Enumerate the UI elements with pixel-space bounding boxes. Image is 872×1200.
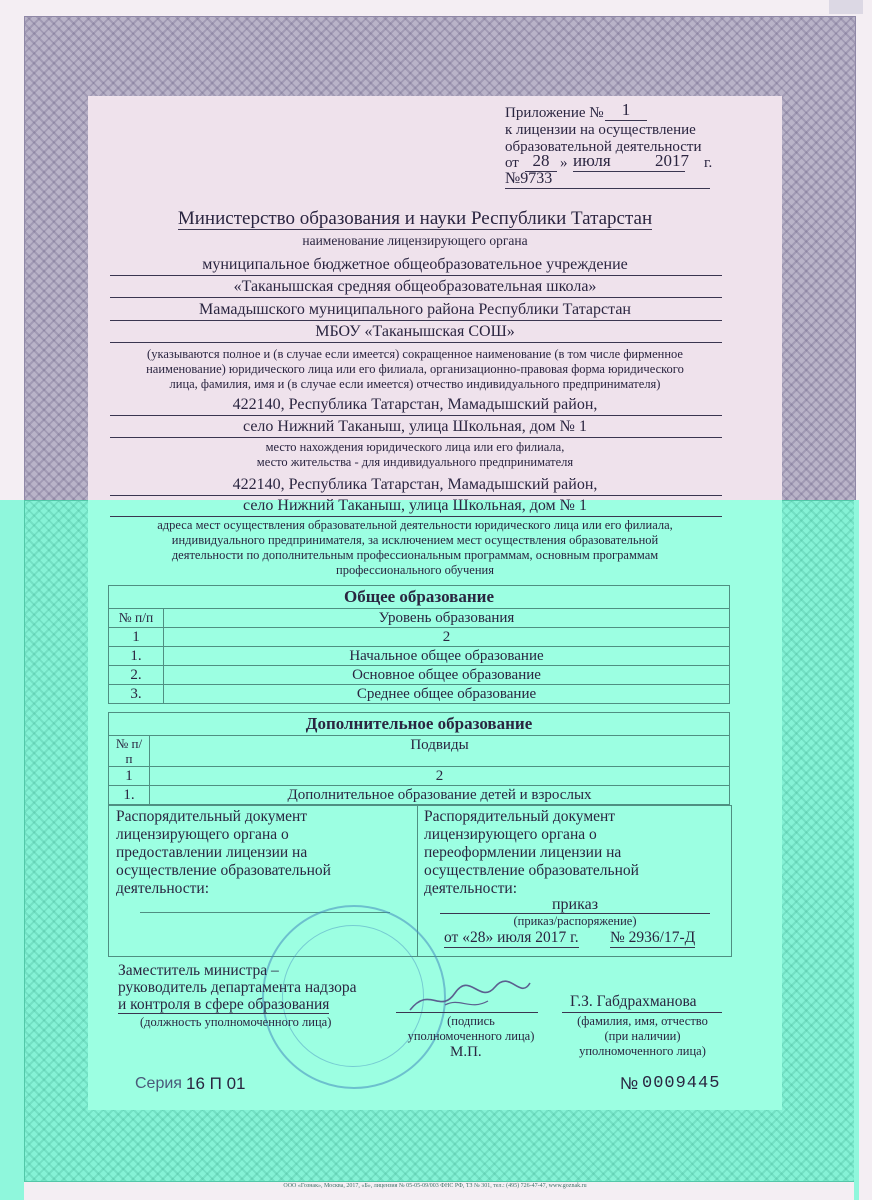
reissue-line-4: осуществление образовательной	[424, 862, 639, 879]
name-caption-1: (фамилия, имя, отчество	[577, 1014, 708, 1028]
name-caption-2: (при наличии)	[604, 1029, 681, 1043]
date-prefix: от	[505, 155, 519, 171]
grant-line-5: деятельности:	[116, 880, 210, 897]
address-line-1: 422140, Республика Татарстан, Мамадышский район,	[232, 476, 598, 493]
table-row	[109, 786, 730, 805]
row-number: 1.	[109, 647, 164, 666]
table-header-row	[109, 736, 730, 767]
general-education-title: Общее образование	[109, 586, 730, 609]
index-cell-2: 2	[164, 628, 730, 647]
location-line-1: 422140, Республика Татарстан, Мамадышский район,	[232, 396, 598, 413]
date-mid: »	[560, 155, 568, 171]
sign-caption-2: уполномоченного лица)	[407, 1029, 535, 1043]
grant-line-1: Распорядительный документ	[116, 808, 308, 825]
location-line-2: село Нижний Таканыш, улица Школьная, дом № 1	[243, 418, 587, 435]
date-year-suffix: г.	[704, 155, 713, 171]
table-title-row	[109, 713, 730, 736]
header-number: № п/п	[109, 736, 150, 767]
location-caption-1: место нахождения юридического лица или его филиала,	[265, 440, 565, 454]
scan-tint-left	[0, 500, 24, 1200]
table-row	[109, 685, 730, 704]
org-line-1: муниципальное бюджетное общеобразовательное учреждение	[202, 256, 628, 273]
sign-caption-1: (подпись	[447, 1014, 495, 1028]
location-caption-2: место жительства - для индивидуального предпринимателя	[256, 455, 574, 469]
row-number: 1.	[109, 786, 150, 805]
table-row	[109, 666, 730, 685]
org-rule-1	[110, 275, 722, 276]
date-day: 28	[525, 151, 557, 172]
signatory-name: Г.З. Габдрахманова	[570, 993, 697, 1010]
print-imprint: ООО «Гознак», Москва, 2017, «Б», лицензия № 05-05-09/003 ФНС РФ, ТЗ № 301, тел.: (495) 726-47-47, www.goznak.ru	[283, 1183, 587, 1189]
doc-date: от «28» июля 2017 г.	[444, 929, 579, 946]
reissue-document-text	[424, 808, 639, 898]
position-caption: (должность уполномоченного лица)	[140, 1015, 332, 1029]
org-caption-1: (указываются полное и (в случае если имеется) сокращенное наименование (в том числе фирменное	[147, 347, 683, 361]
row-number: 2.	[109, 666, 164, 685]
date-month: июля	[573, 151, 685, 172]
doc-number: № 2936/17-Д	[610, 929, 696, 946]
row-level: Основное общее образование	[164, 666, 730, 685]
address-line-2: село Нижний Таканыш, улица Школьная, дом № 1	[243, 497, 587, 514]
appendix-line-2: к лицензии на осуществление	[505, 122, 696, 138]
appendix-number: 1	[605, 100, 647, 121]
authority-name	[120, 208, 710, 230]
grant-line-2: лицензирующего органа о	[116, 826, 289, 843]
org-line-4: МБОУ «Таканышская СОШ»	[315, 323, 515, 340]
org-line-3: Мамадышского муниципального района Республики Татарстан	[199, 301, 631, 318]
table-title-row	[109, 586, 730, 609]
org-rule-4	[110, 342, 722, 343]
number-label: №	[620, 1074, 639, 1093]
address-caption-4: профессионального обучения	[336, 563, 494, 577]
reissue-line-5: деятельности:	[424, 880, 518, 897]
table-row	[109, 628, 730, 647]
header-number: № п/п	[109, 609, 164, 628]
address-rule-1	[110, 495, 722, 496]
reissue-line-3: переоформлении лицензии на	[424, 844, 622, 861]
general-education-table	[108, 585, 730, 704]
index-cell-1: 1	[109, 767, 150, 786]
number-value: 0009445	[642, 1074, 721, 1093]
grant-line-4: осуществление образовательной	[116, 862, 331, 879]
name-caption-3: уполномоченного лица)	[579, 1044, 706, 1058]
position-line-1: Заместитель министра –	[118, 962, 279, 979]
index-cell-1: 1	[109, 628, 164, 647]
authority-caption: наименование лицензирующего органа	[302, 233, 528, 248]
license-number: №9733	[505, 170, 710, 189]
position-line-3: и контроля в сфере образования	[118, 996, 330, 1013]
doc-type: приказ	[551, 896, 599, 913]
signatory-position	[118, 962, 357, 1014]
additional-education-title: Дополнительное образование	[109, 713, 730, 736]
doc-type-caption: (приказ/распоряжение)	[513, 914, 637, 928]
location-rule-1	[110, 415, 722, 416]
signature-line	[396, 1012, 538, 1013]
header-level: Уровень образования	[164, 609, 730, 628]
org-rule-3	[110, 320, 722, 321]
row-level: Среднее общее образование	[164, 685, 730, 704]
grant-line-3: предоставлении лицензии на	[116, 844, 308, 861]
table-row	[109, 647, 730, 666]
series-value: 16 П 01	[186, 1074, 246, 1093]
location-rule-2	[110, 437, 722, 438]
table-header-row	[109, 609, 730, 628]
additional-education-table	[108, 712, 730, 805]
authority-name-text: Министерство образования и науки Республики Татарстан	[177, 208, 653, 229]
series-label: Серия	[135, 1075, 182, 1092]
org-caption-3: лица, фамилия, имя и (в случае если имеется) отчество индивидуального предпринимателя)	[169, 377, 661, 391]
seal-place: М.П.	[450, 1044, 482, 1060]
org-caption-2: наименование) юридического лица или его филиала, организационно-правовая форма юридического	[146, 362, 684, 376]
header-subtypes: Подвиды	[150, 736, 730, 767]
org-line-2: «Таканышская средняя общеобразовательная школа»	[233, 278, 597, 295]
top-edge-strip	[829, 0, 863, 14]
address-caption-2: индивидуального предпринимателя, за исключением мест осуществления образовательной	[171, 533, 659, 547]
table-row	[109, 767, 730, 786]
scan-tint-right	[854, 500, 859, 1200]
address-caption-1: адреса мест осуществления образовательной деятельности юридического лица или его филиала,	[157, 518, 673, 532]
date-year: 2017	[655, 151, 689, 170]
reissue-line-2: лицензирующего органа о	[424, 826, 597, 843]
row-number: 3.	[109, 685, 164, 704]
org-rule-2	[110, 297, 722, 298]
row-subtype: Дополнительное образование детей и взрослых	[150, 786, 730, 805]
name-line	[562, 1012, 722, 1013]
appendix-label: Приложение №	[505, 105, 604, 121]
address-rule-2	[110, 516, 722, 517]
grant-document-text	[116, 808, 331, 898]
row-level: Начальное общее образование	[164, 647, 730, 666]
reissue-line-1: Распорядительный документ	[424, 808, 616, 825]
index-cell-2: 2	[150, 767, 730, 786]
appendix-line-3: образовательной деятельности	[505, 139, 702, 155]
address-caption-3: деятельности по дополнительным профессиональным программам, основным программам	[171, 548, 659, 562]
position-line-2: руководитель департамента надзора	[118, 979, 357, 996]
